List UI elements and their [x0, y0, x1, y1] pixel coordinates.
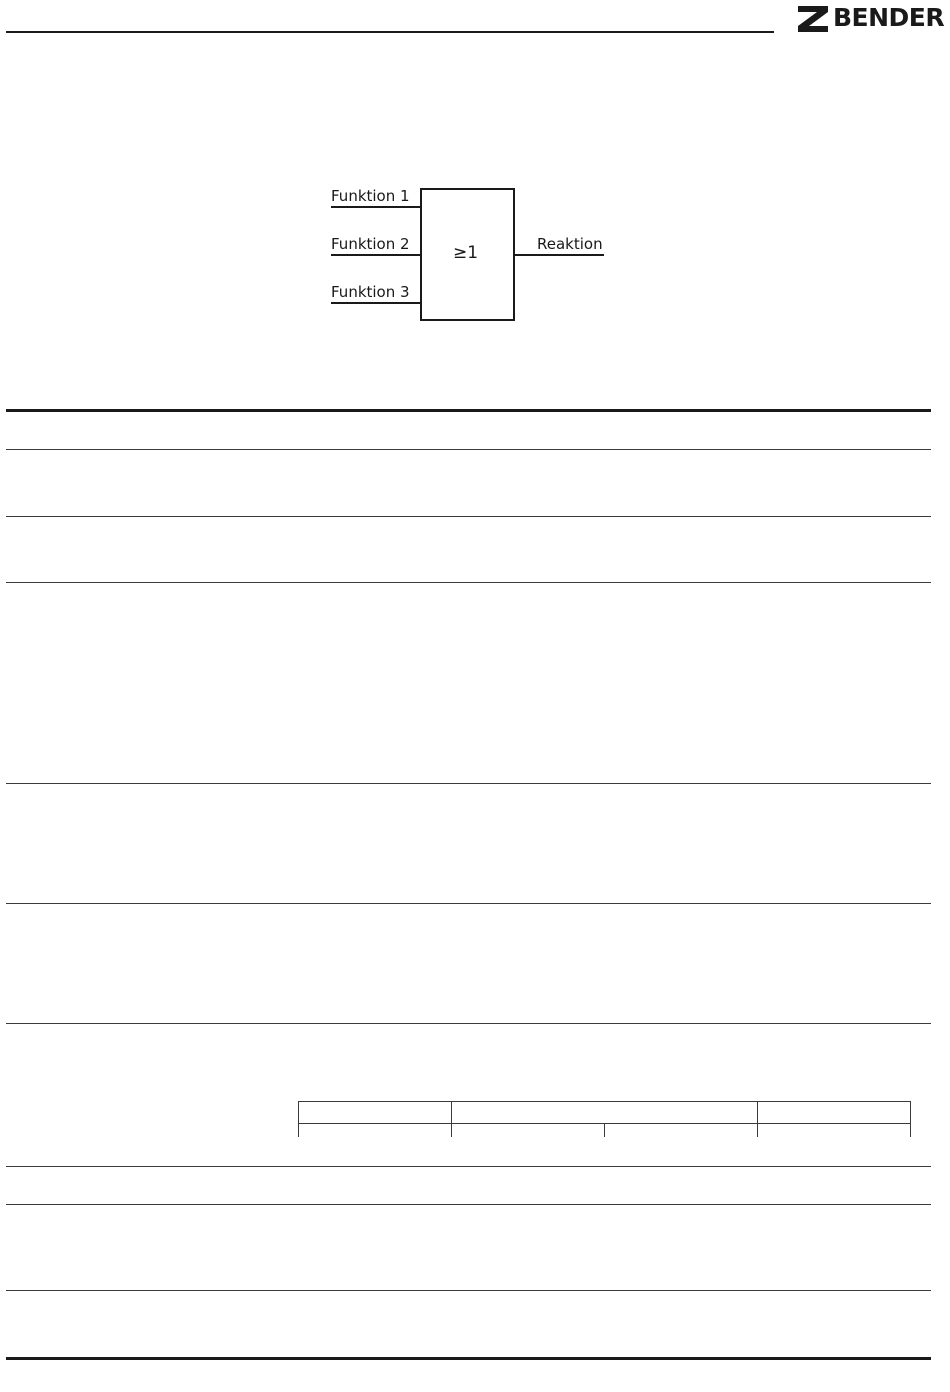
table-row-divider [6, 516, 931, 517]
table-row-divider [6, 1023, 931, 1024]
table-row-divider [6, 1166, 931, 1167]
table-row-divider [6, 783, 931, 784]
table-row-divider [6, 582, 931, 583]
input-label-2: Funktion 2 [331, 235, 410, 253]
nested-subtable [298, 1101, 911, 1137]
table-row-divider [6, 1204, 931, 1205]
table-row-divider [6, 449, 931, 450]
or-logic-diagram [0, 0, 950, 380]
table-row-divider [6, 903, 931, 904]
input-label-3: Funktion 3 [331, 283, 410, 301]
brand-name: BENDER [833, 3, 945, 32]
gate-symbol: ≥1 [453, 243, 479, 263]
table-bottom-rule [6, 1357, 931, 1360]
input-label-1: Funktion 1 [331, 187, 410, 205]
table-top-rule [6, 409, 931, 412]
table-row-divider [6, 1290, 931, 1291]
output-label: Reaktion [537, 235, 603, 253]
